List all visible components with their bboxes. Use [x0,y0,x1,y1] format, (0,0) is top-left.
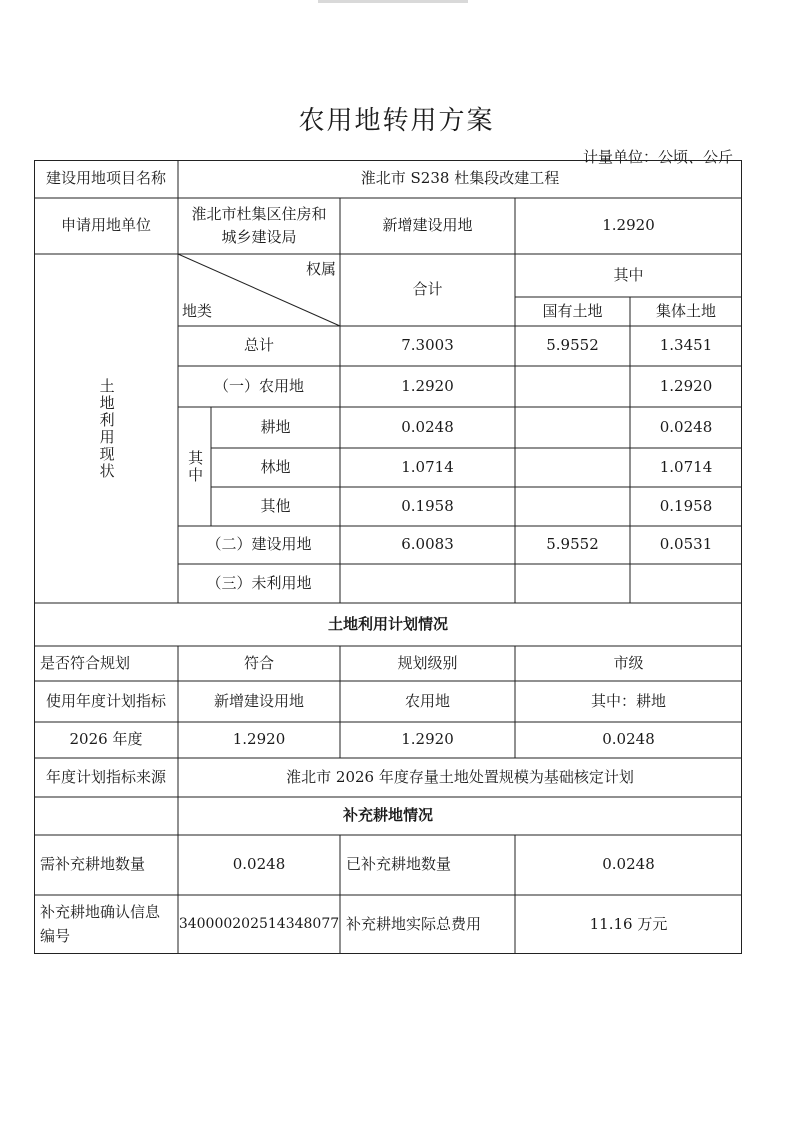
row-total-sum: 7.3003 [401,336,454,355]
row-farmland-sum: 1.2920 [401,376,454,395]
diag-header-top: 权属 [305,260,336,279]
land-status-label [34,254,178,603]
col-among-header: 其中 [613,265,644,284]
cost-value: 11.16 万元 [589,914,668,933]
row-unused-collective [630,564,742,603]
need-label: 需补充耕地数量 [40,855,146,874]
land-status-text: 土地利用现状 [97,377,116,480]
new-land-label: 新增建设用地 [382,216,473,235]
row-construction-name: （二）建设用地 [206,535,312,554]
row-cultivated-state [515,407,630,448]
need-value: 0.0248 [232,855,286,874]
row-cultivated-name: 耕地 [260,417,291,436]
row-farmland-name: （一）农用地 [213,376,304,395]
year-label: 2026 年度 [69,730,143,749]
plan-level-value: 市级 [613,653,644,672]
year-col3: 0.0248 [602,730,655,749]
row-construction-state: 5.9552 [546,535,599,554]
indicator-col2: 农用地 [404,691,450,710]
row-unused-state [515,564,630,603]
confirm-label-line2: 编号 [40,926,71,945]
col-state-header: 国有土地 [542,301,603,320]
scan-artifact [318,0,468,3]
applicant-value-line1: 淮北市杜集区住房和 [191,204,327,223]
cost-label: 补充耕地实际总费用 [346,914,482,933]
row-forest-sum: 1.0714 [401,457,454,476]
source-label: 年度计划指标来源 [45,767,166,786]
row-other-name: 其他 [260,496,291,515]
among-group-text: 其中 [186,449,205,484]
among-group-label [178,407,211,526]
page-title: 农用地转用方案 [298,106,495,136]
applicant-label: 申请用地单位 [60,216,151,235]
row-construction-sum: 6.0083 [401,535,454,554]
indicator-label: 使用年度计划指标 [45,691,166,710]
plan-section-header: 土地利用计划情况 [327,614,448,633]
row-forest-name: 林地 [260,457,291,476]
source-value: 淮北市 2026 年度存量土地处置规模为基础核定计划 [286,767,634,786]
supplement-section-header: 补充耕地情况 [342,806,433,825]
unit-label: 计量单位：公顷、公斤 [582,148,733,166]
conform-label: 是否符合规划 [40,653,131,672]
row-other-state [515,487,630,526]
row-other-collective: 0.1958 [659,496,713,515]
row-total-name: 总计 [243,336,274,355]
row-cultivated-sum: 0.0248 [401,417,454,436]
indicator-col1: 新增建设用地 [213,691,304,710]
confirm-value: 340000202514348077 [178,915,340,932]
row-other-sum: 0.1958 [401,496,454,515]
applicant-value-line2: 城乡建设局 [221,228,297,246]
project-name-value: 淮北市 S238 杜集段改建工程 [360,169,560,188]
confirm-label [34,895,178,954]
conversion-table [34,160,742,954]
row-farmland-state [515,366,630,407]
applicant-value [178,198,340,254]
conform-value: 符合 [243,653,274,672]
row-forest-collective: 1.0714 [659,457,713,476]
new-land-value: 1.2920 [602,216,655,235]
done-label: 已补充耕地数量 [346,855,452,874]
row-forest-state [515,448,630,487]
row-farmland-collective: 1.2920 [659,376,713,395]
indicator-col3: 其中：耕地 [590,691,666,710]
row-total-collective: 1.3451 [659,336,713,355]
plan-level-label: 规划级别 [397,653,458,672]
year-col2: 1.2920 [401,730,454,749]
col-collective-header: 集体土地 [655,301,716,320]
diag-header-bottom: 地类 [182,302,213,321]
row-unused-name: （三）未利用地 [206,573,312,592]
row-construction-collective: 0.0531 [659,535,713,554]
row-cultivated-collective: 0.0248 [659,417,713,436]
row-unused-sum [340,564,515,603]
row-total-state: 5.9552 [546,336,599,355]
project-name-label: 建设用地项目名称 [45,169,166,188]
year-col1: 1.2920 [232,730,286,749]
done-value: 0.0248 [602,855,655,874]
confirm-label-line1: 补充耕地确认信息 [40,903,161,922]
col-total-header: 合计 [412,280,443,299]
